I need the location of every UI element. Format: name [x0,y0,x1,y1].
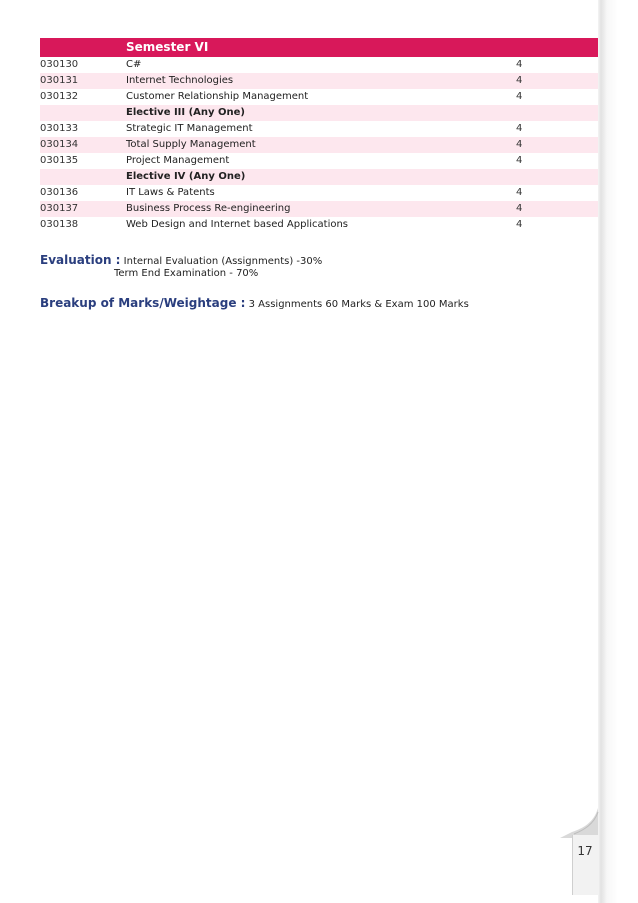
course-code: 030138 [40,219,79,230]
elective-group-title: Elective IV (Any One) [126,169,516,185]
course-code [40,169,126,185]
elective-group-row [40,105,598,121]
course-code: 030132 [40,91,79,102]
course-name: Customer Relationship Management [126,91,309,102]
elective-group-title: Elective III (Any One) [126,105,516,121]
course-credits: 4 [516,73,598,89]
semester-header-row [40,38,598,57]
course-credits: 4 [516,187,523,198]
course-name: Strategic IT Management [126,123,253,134]
course-row [40,89,598,105]
breakup-label: Breakup of Marks/Weightage : [40,296,246,310]
page-edge-decoration [598,0,638,903]
course-name: C# [126,59,142,70]
course-credits: 4 [516,59,523,70]
course-row [40,201,598,217]
evaluation-line1: Internal Evaluation (Assignments) -30% [123,256,323,267]
course-credits: 4 [516,201,598,217]
course-credits: 4 [516,137,598,153]
course-row [40,57,598,73]
course-credits: 4 [516,123,523,134]
course-row [40,185,598,201]
evaluation-section [40,253,322,267]
course-code [40,105,126,121]
course-name: Web Design and Internet based Applications [126,219,349,230]
elective-group-row [40,169,598,185]
semester-title: Semester VI [126,38,516,57]
course-row [40,137,598,153]
course-credits [516,169,598,185]
course-credits: 4 [516,155,523,166]
course-row [40,217,598,233]
page-curl-decoration [560,808,600,838]
course-code: 030136 [40,187,79,198]
course-name: IT Laws & Patents [126,187,215,198]
course-name: Internet Technologies [126,73,516,89]
course-row [40,73,598,89]
course-name: Business Process Re-engineering [126,201,516,217]
course-credits [516,105,598,121]
course-name: Project Management [126,155,230,166]
course-code: 030135 [40,155,79,166]
course-credits: 4 [516,219,523,230]
course-code: 030130 [40,59,79,70]
evaluation-line2: Term End Examination - 70% [114,268,259,279]
course-credits: 4 [516,91,523,102]
course-code: 030131 [40,73,126,89]
course-row [40,153,598,169]
course-table [40,38,598,233]
course-code: 030133 [40,123,79,134]
breakup-section [40,296,469,310]
breakup-text: 3 Assignments 60 Marks & Exam 100 Marks [248,299,469,310]
course-code: 030137 [40,201,126,217]
course-code: 030134 [40,137,126,153]
course-row [40,121,598,137]
course-name: Total Supply Management [126,137,516,153]
evaluation-label: Evaluation : [40,253,121,267]
page-number: 17 [577,844,593,858]
